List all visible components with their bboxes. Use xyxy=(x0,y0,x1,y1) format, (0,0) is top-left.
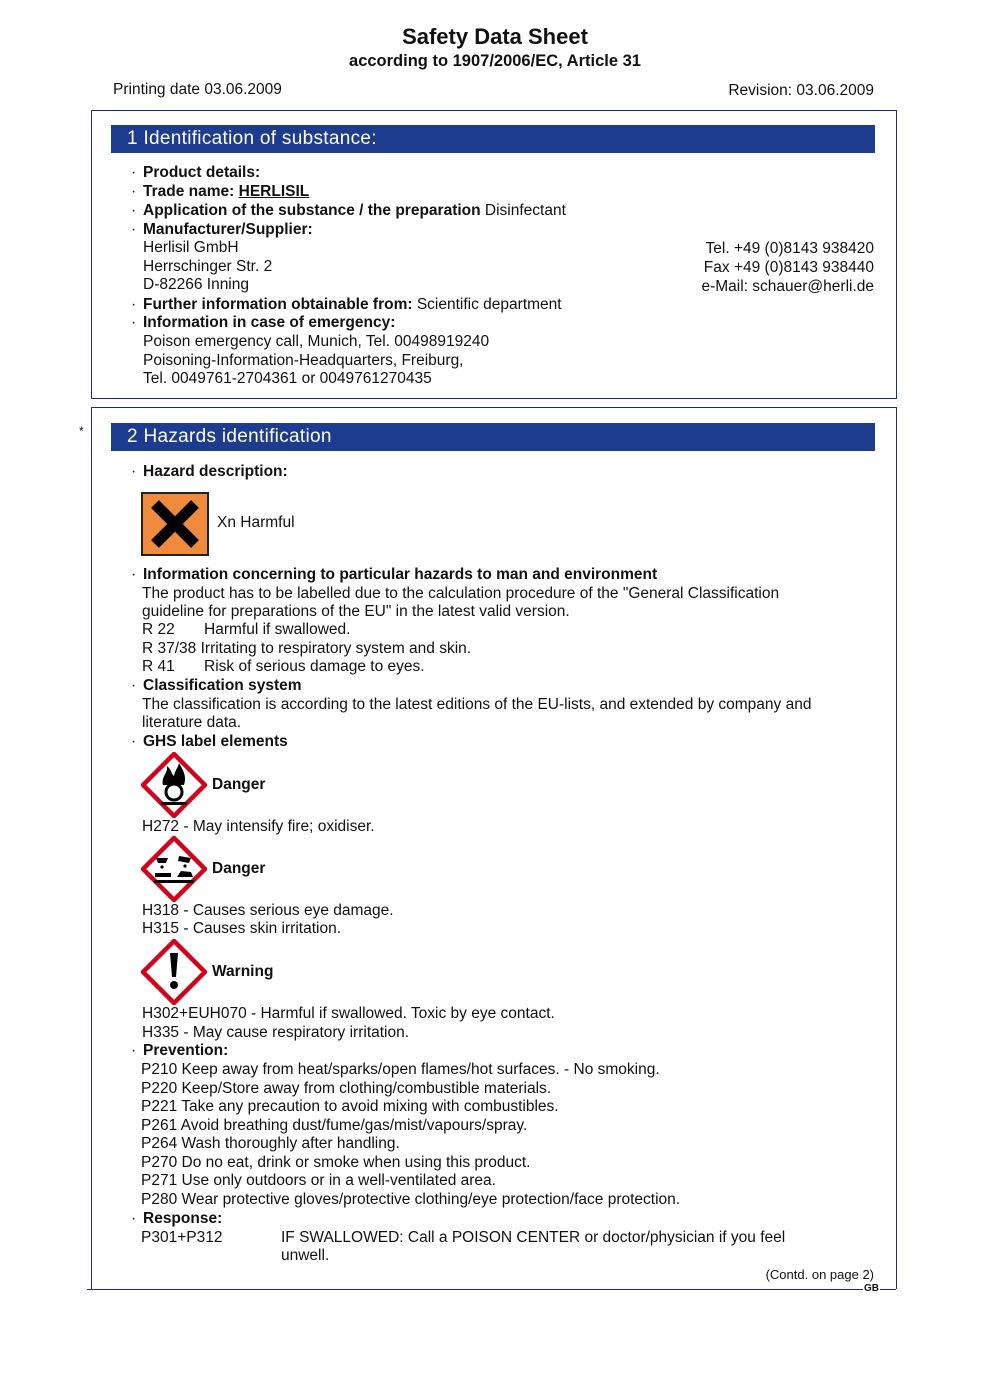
emergency-detail: Poisoning-Information-Headquarters, Freiburg, xyxy=(143,352,464,369)
info-line: · Information concerning to particular hazards to man and environment xyxy=(131,566,658,583)
emergency-line: · Information in case of emergency: xyxy=(131,314,396,331)
document-subtitle: according to 1907/2006/EC, Article 31 xyxy=(349,52,641,70)
info-label: Information concerning to particular hazards to man and environment xyxy=(143,566,658,583)
classification-text: The classification is according to the latest editions of the EU-lists, and extended by company and xyxy=(142,696,812,713)
p-statement: P264 Wash thoroughly after handling. xyxy=(141,1135,400,1152)
trade-name-value: HERLISIL xyxy=(238,183,310,200)
hazard-symbol-label: Xn Harmful xyxy=(217,514,295,531)
section-1-heading: 1 Identification of substance: xyxy=(111,125,875,153)
info-text: guideline for preparations of the EU" in the latest valid version. xyxy=(142,603,570,620)
revision-date: Revision: 03.06.2009 xyxy=(728,82,874,99)
contact-email[interactable]: e-Mail: schauer@herli.de xyxy=(701,278,874,295)
corrosion-icon xyxy=(141,836,207,902)
emergency-label: Information in case of emergency: xyxy=(143,314,396,331)
p-statement: P210 Keep away from heat/sparks/open flames/hot surfaces. - No smoking. xyxy=(141,1061,660,1078)
further-info-value: Scientific department xyxy=(416,296,562,313)
h-statement: H302+EUH070 - Harmful if swallowed. Toxic by eye contact. xyxy=(142,1005,555,1022)
manufacturer-label: Manufacturer/Supplier: xyxy=(143,221,313,238)
classification-line: · Classification system xyxy=(131,677,302,694)
r-phrase-text: Risk of serious damage to eyes. xyxy=(204,658,425,675)
emergency-detail: Poison emergency call, Munich, Tel. 00498919240 xyxy=(143,333,490,350)
ghs-line: · GHS label elements xyxy=(131,733,288,750)
p-statement: P271 Use only outdoors or in a well-ventilated area. xyxy=(141,1172,496,1189)
continued-note: (Contd. on page 2) xyxy=(765,1267,874,1282)
application-line: · Application of the substance / the preparation Disinfectant xyxy=(131,202,566,219)
r-phrase xyxy=(142,658,425,676)
footer-rule xyxy=(880,1289,896,1290)
ghs-label: GHS label elements xyxy=(143,733,288,750)
further-info-line: · Further information obtainable from: Scientific department xyxy=(131,296,562,313)
response-code: P301+P312 xyxy=(141,1229,223,1246)
ghs-signal-word: Warning xyxy=(212,963,274,980)
further-info-label: Further information obtainable from: xyxy=(143,296,413,313)
address-line: Herlisil GmbH xyxy=(143,239,239,256)
r-phrase xyxy=(142,640,471,658)
application-label: Application of the substance / the preparation xyxy=(143,202,481,219)
response-text: unwell. xyxy=(281,1247,330,1264)
response-label: Response: xyxy=(143,1210,223,1227)
section-2-heading: 2 Hazards identification xyxy=(111,423,875,451)
r-phrase xyxy=(142,621,350,639)
harmful-x-icon xyxy=(141,492,209,556)
h-statement: H272 - May intensify fire; oxidiser. xyxy=(142,818,375,835)
flame-over-circle-icon xyxy=(141,752,207,818)
address-line: D-82266 Inning xyxy=(143,276,249,293)
response-line: · Response: xyxy=(131,1210,223,1227)
h-statement: H318 - Causes serious eye damage. xyxy=(142,902,394,919)
trade-name-line: · Trade name: HERLISIL xyxy=(131,183,310,200)
r-phrase-code: R 41 xyxy=(142,658,175,675)
address-line: Herrschinger Str. 2 xyxy=(143,258,273,275)
info-text: The product has to be labelled due to the calculation procedure of the "General Classification xyxy=(142,585,780,602)
language-code: GB xyxy=(864,1283,879,1294)
response-text: IF SWALLOWED: Call a POISON CENTER or doctor/physician if you feel xyxy=(281,1229,786,1246)
classification-label: Classification system xyxy=(143,677,302,694)
r-phrase-text: Harmful if swallowed. xyxy=(204,621,351,638)
p-statement: P270 Do no eat, drink or smoke when using this product. xyxy=(141,1154,531,1171)
trade-name-label: Trade name: xyxy=(143,183,235,200)
emergency-detail: Tel. 0049761-2704361 or 0049761270435 xyxy=(143,370,432,387)
r-phrase-code: R 22 xyxy=(142,621,175,638)
r-phrase-code: R 37/38 xyxy=(142,640,197,657)
printing-date: Printing date 03.06.2009 xyxy=(113,81,282,98)
product-details-label: Product details: xyxy=(143,164,261,181)
p-statement: P220 Keep/Store away from clothing/combustible materials. xyxy=(141,1080,552,1097)
document-title: Safety Data Sheet xyxy=(402,24,588,49)
p-statement: P221 Take any precaution to avoid mixing with combustibles. xyxy=(141,1098,559,1115)
hazard-description-line: · Hazard description: xyxy=(131,463,288,480)
application-value: Disinfectant xyxy=(484,202,566,219)
h-statement: H335 - May cause respiratory irritation. xyxy=(142,1024,410,1041)
ghs-signal-word: Danger xyxy=(212,860,266,877)
contact-fax: Fax +49 (0)8143 938440 xyxy=(703,259,874,276)
p-statement: P280 Wear protective gloves/protective clothing/eye protection/face protection. xyxy=(141,1191,681,1208)
footer-rule xyxy=(87,1289,863,1290)
exclamation-mark-icon xyxy=(141,939,207,1005)
manufacturer-line: · Manufacturer/Supplier: xyxy=(131,221,313,238)
prevention-line: · Prevention: xyxy=(131,1042,229,1059)
prevention-label: Prevention: xyxy=(143,1042,229,1059)
change-marker: * xyxy=(79,424,84,438)
r-phrase-text: Irritating to respiratory system and skin. xyxy=(200,640,472,657)
ghs-signal-word: Danger xyxy=(212,776,266,793)
hazard-description-label: Hazard description: xyxy=(143,463,288,480)
classification-text: literature data. xyxy=(142,714,242,731)
product-details-line: · Product details: xyxy=(131,164,261,181)
contact-phone: Tel. +49 (0)8143 938420 xyxy=(705,240,874,257)
h-statement: H315 - Causes skin irritation. xyxy=(142,920,341,937)
p-statement: P261 Avoid breathing dust/fume/gas/mist/vapours/spray. xyxy=(141,1117,528,1134)
